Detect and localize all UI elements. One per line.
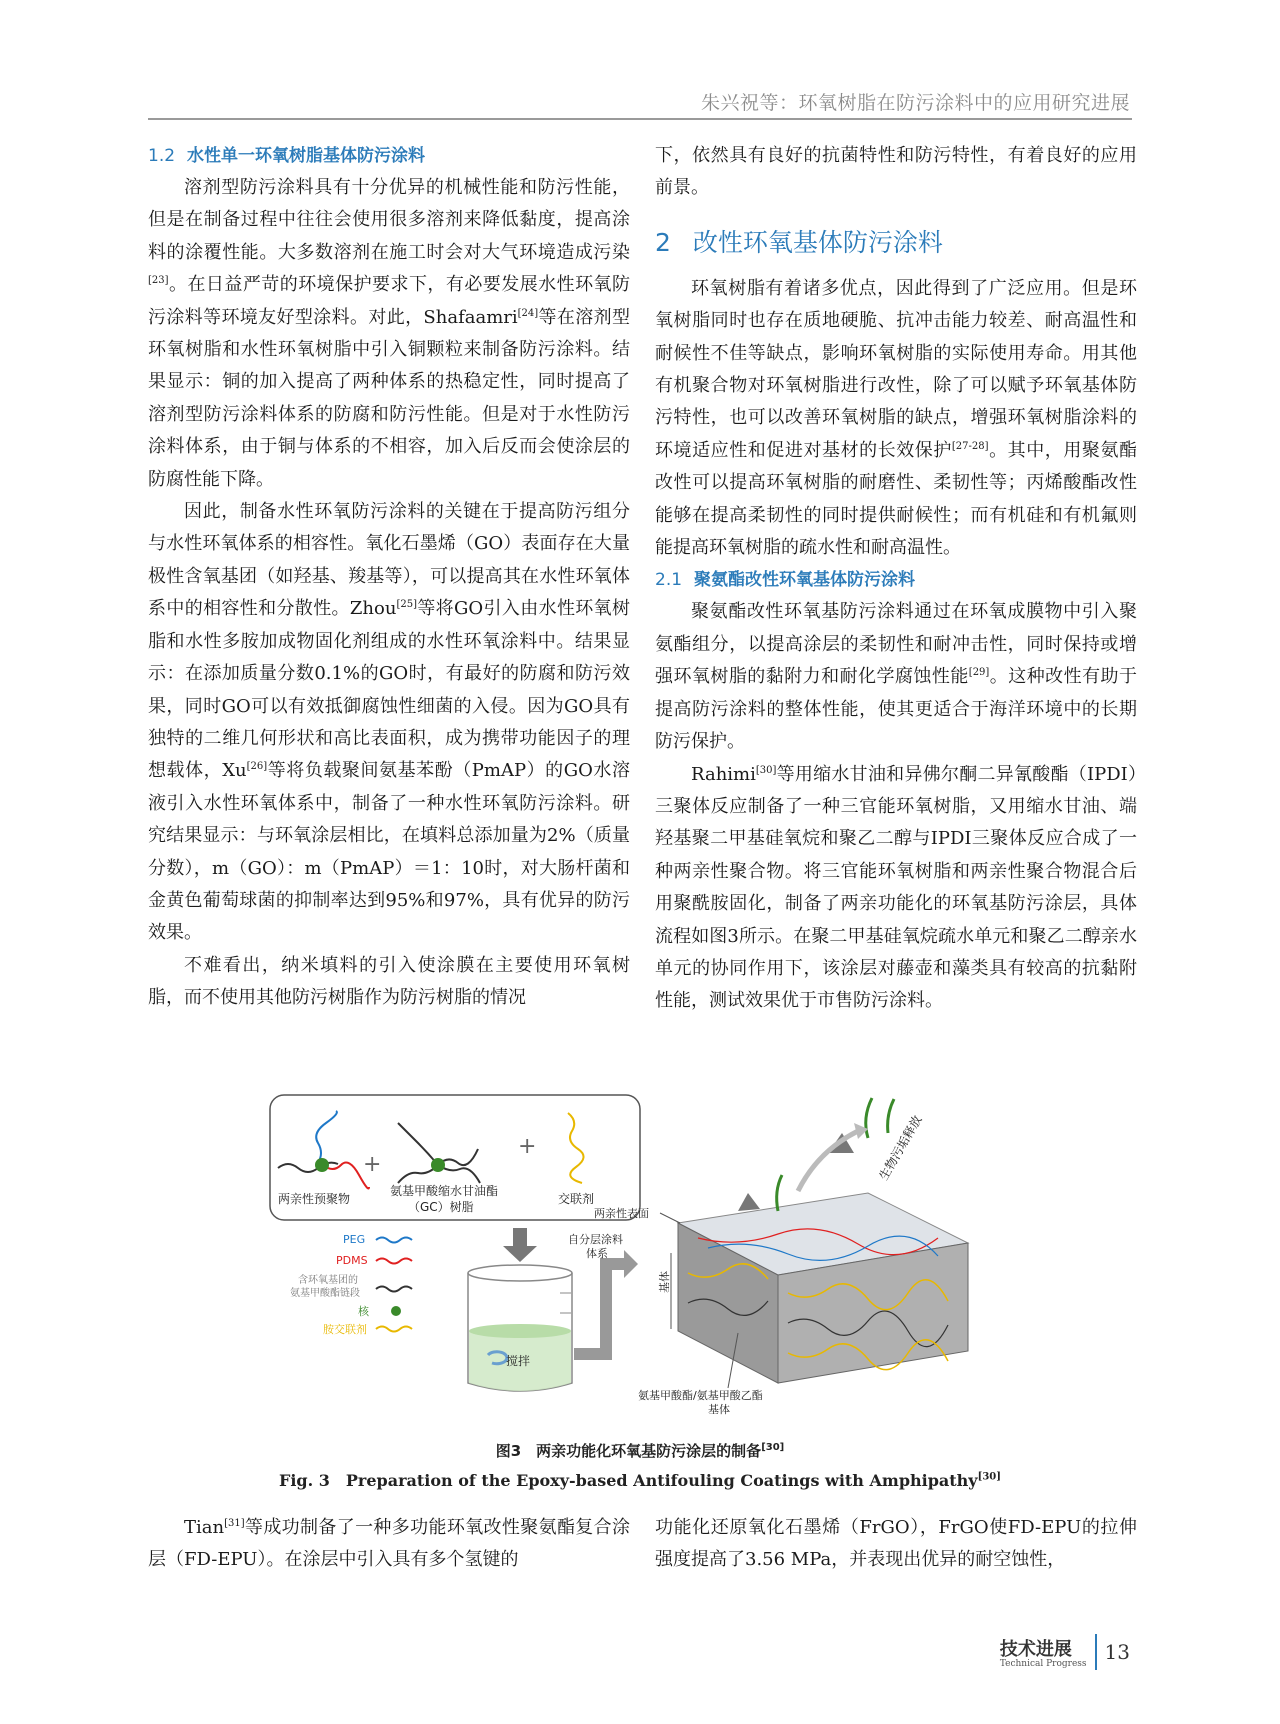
paragraph (655, 273, 1137, 565)
legend-pdms: PDMS (336, 1254, 368, 1267)
legend-swatch-amine (376, 1327, 412, 1332)
citation: [27-28] (951, 440, 989, 452)
label-substrate: 基体 (658, 1271, 671, 1293)
citation: [30] (761, 1442, 785, 1453)
running-header: 朱兴祝等：环氧树脂在防污涂料中的应用研究进展 (700, 92, 1130, 114)
text-run: 。在日益严苛的环境保护要求下，有必要发展水性环氧防污涂料等环境友好型涂料。对此，Shafaamri (148, 274, 630, 328)
paragraph (655, 759, 1137, 1018)
page-footer (1000, 1632, 1130, 1672)
footer-label-cn: 技术进展 (999, 1639, 1072, 1660)
section-heading-2-1 (655, 564, 1137, 596)
citation: [23] (148, 275, 169, 287)
figure-3-diagram (268, 1093, 1048, 1423)
text-run: Tian (184, 1517, 225, 1538)
paragraph (148, 1512, 630, 1577)
legend-peg: PEG (343, 1233, 366, 1246)
section-number: 2 (655, 227, 671, 257)
legend-core: 核 (358, 1305, 369, 1318)
text-run: 。其中，用聚氨酯改性可以提高环氧树脂的耐磨性、柔韧性等；丙烯酸酯改性能够在提高柔韧性的同时提供耐候性；而有机硅和有机氟则能提高环氧树脂的疏水性和耐高温性。 (655, 439, 1137, 559)
footer-divider (1095, 1634, 1097, 1670)
citation: [31] (224, 1518, 245, 1529)
pointer-line (660, 1213, 680, 1223)
label-prepolymer: 两亲性预聚物 (278, 1192, 351, 1206)
label-selfstrat-1: 自分层涂料 (568, 1233, 623, 1246)
figure-caption-en (0, 1468, 1280, 1491)
section-number: 2.1 (655, 570, 683, 591)
text-run: 等将负载聚间氨基苯酚（PmAP）的GO水溶液引入水性环氧体系中，制备了一种水性环氧防污涂料。研究结果显示：与环氧涂层相比，在填料总添加量为2%（质量分数），m（GO）：m（PmAP）＝1：10时，对大肠杆菌和金黄色葡萄球菌的抑制率达到95%和97%，具有优异的防污效果。 (148, 760, 630, 944)
paragraph (655, 596, 1137, 758)
paragraph (148, 172, 630, 496)
footer-label (1000, 1635, 1087, 1669)
label-release: 生物污垢释放 (876, 1113, 925, 1183)
legend-swatch-urethane (376, 1287, 412, 1292)
right-column (655, 140, 1137, 1018)
paragraph: 不难看出，纳米填料的引入使涂膜在主要使用环氧树脂，而不使用其他防污树脂作为防污树脂的情况 (148, 954, 630, 1009)
page-number: 13 (1104, 1640, 1130, 1664)
footer-label-en: Technical Progress (999, 1659, 1087, 1669)
section-number: 1.2 (148, 146, 176, 166)
text-run: 等成功制备了一种多功能环氧改性聚氨酯复合涂层（FD-EPU）。在涂层中引入具有多个氢键的 (148, 1517, 630, 1571)
prepolymer-icon (278, 1111, 369, 1189)
text-run: 等在溶剂型环氧树脂和水性环氧树脂中引入铜颗粒来制备防污涂料。结果显示：铜的加入提高了两种体系的热稳定性，同时提高了溶剂型防污涂料体系的防腐和防污性能。但是对于水性防污涂料体系，由于铜与体系的不相容，加入后反而会使涂层的防腐性能下降。 (148, 306, 630, 490)
legend-swatch-peg (376, 1238, 412, 1243)
section-heading-2 (655, 223, 1137, 263)
plus-icon: + (363, 1152, 382, 1177)
citation: [26] (246, 761, 268, 773)
paragraph (148, 496, 630, 950)
right-arrow-icon (574, 1250, 638, 1360)
label-crosslinker: 交联剂 (558, 1192, 595, 1206)
text-run: 溶剂型防污涂料具有十分优异的机械性能和防污性能，但是在制备过程中往往会使用很多溶剂来降低黏度，提高涂料的涂覆性能。大多数溶剂在施工时会对大气环境造成污染 (148, 177, 630, 263)
legend (290, 1233, 412, 1336)
crosslinker-icon (568, 1113, 584, 1183)
header-rule (148, 118, 1132, 120)
legend-amine: 胺交联剂 (323, 1323, 367, 1336)
down-arrow-icon (503, 1228, 537, 1262)
label-selfstrat-2: 体系 (586, 1247, 608, 1260)
citation: [30] (755, 764, 777, 776)
section-title: 水性单一环氧树脂基体防污涂料 (187, 146, 426, 166)
legend-swatch-pdms (376, 1259, 412, 1264)
section-heading-1-2 (148, 140, 630, 172)
label-gc-resin-1: 氨基甲酸缩水甘油酯 (390, 1184, 499, 1198)
legend-urethane-1: 含环氧基团的 (298, 1275, 358, 1286)
section-title: 改性环氧基体防污涂料 (692, 227, 943, 257)
label-matrix-1: 氨基甲酸酯/氨基甲酸乙酯 (638, 1389, 763, 1402)
citation: [30] (977, 1471, 1001, 1483)
caption-text: Fig. 3 Preparation of the Epoxy-based Antifouling Coatings with Amphipathy (278, 1471, 978, 1490)
paragraph: 功能化还原氧化石墨烯（FrGO），FrGO使FD-EPU的拉伸强度提高了3.56 MPa，并表现出优异的耐空蚀性， (655, 1517, 1137, 1571)
paragraph: 下，依然具有良好的抗菌特性和防污特性，有着良好的应用前景。 (655, 145, 1137, 199)
legend-swatch-core (391, 1306, 401, 1316)
coating-block (678, 1193, 968, 1383)
citation: [24] (517, 307, 539, 319)
caption-text: 图3 两亲功能化环氧基防污涂层的制备 (495, 1442, 762, 1460)
bottom-left-column (148, 1512, 630, 1577)
text-run: 等将GO引入由水性环氧树脂和水性多胺加成物固化剂组成的水性环氧涂料中。结果显示：在添加质量分数0.1%的GO时，有最好的防腐和防污效果，同时GO可以有效抵御腐蚀性细菌的入侵。因为GO具有独特的二维几何形状和高比表面积，成为携带功能因子的理想载体，Xu (148, 598, 631, 782)
section-title: 聚氨酯改性环氧基体防污涂料 (694, 570, 916, 591)
label-gc-resin-2: （GC）树脂 (408, 1200, 474, 1214)
text-run: 。这种改性有助于提高防污涂料的整体性能，使其更适合于海洋环境中的长期防污保护。 (655, 666, 1137, 753)
text-run: Rahimi (691, 763, 756, 785)
left-column (148, 140, 630, 1015)
plus-icon: + (518, 1134, 537, 1159)
bottom-right-column (655, 1512, 1137, 1577)
text-run: 因此，制备水性环氧防污涂料的关键在于提高防污组分与水性环氧体系的相容性。氧化石墨烯（GO）表面存在大量极性含氧基团（如羟基、羧基等），可以提高其在水性环氧体系中的相容性和分散性。Zhou (148, 501, 630, 620)
legend-urethane-2: 氨基甲酸酯链段 (290, 1288, 360, 1299)
citation: [25] (396, 599, 417, 611)
label-matrix-2: 基体 (708, 1403, 730, 1416)
label-amphiphilic-surface: 两亲性表面 (594, 1207, 649, 1220)
label-stir: 搅拌 (506, 1354, 531, 1368)
citation: [29] (968, 667, 990, 679)
beaker-icon (468, 1265, 572, 1391)
text-run: 聚氨酯改性环氧基防污涂料通过在环氧成膜物中引入聚氨酯组分，以提高涂层的柔韧性和耐冲击性，同时保持或增强环氧树脂的黏附力和耐化学腐蚀性能 (655, 601, 1137, 688)
text-run: 环氧树脂有着诸多优点，因此得到了广泛应用。但是环氧树脂同时也存在质地硬脆、抗冲击能力较差、耐高温性和耐候性不佳等缺点，影响环氧树脂的实际使用寿命。用其他有机聚合物对环氧树脂进行改性，除了可以赋予环氧基体防污特性，也可以改善环氧树脂的缺点，增强环氧树脂涂料的环境适应性和促进对基材的长效保护 (655, 277, 1137, 461)
figure-caption-cn (0, 1440, 1280, 1461)
text-run: 等用缩水甘油和异佛尔酮二异氰酸酯（IPDI）三聚体反应制备了一种三官能环氧树脂，又用缩水甘油、端羟基聚二甲基硅氧烷和聚乙二醇与IPDI三聚体反应合成了一种两亲性聚合物。将三官能环氧树脂和两亲性聚合物混合后用聚酰胺固化，制备了两亲功能化的环氧基防污涂层，具体流程如图3所示。在聚二甲基硅氧烷疏水单元和聚乙二醇亲水单元的协同作用下，该涂层对藤壶和藻类具有较高的抗黏附性能，测试效果优于市售防污涂料。 (655, 763, 1137, 1012)
gc-resin-icon (398, 1123, 480, 1183)
